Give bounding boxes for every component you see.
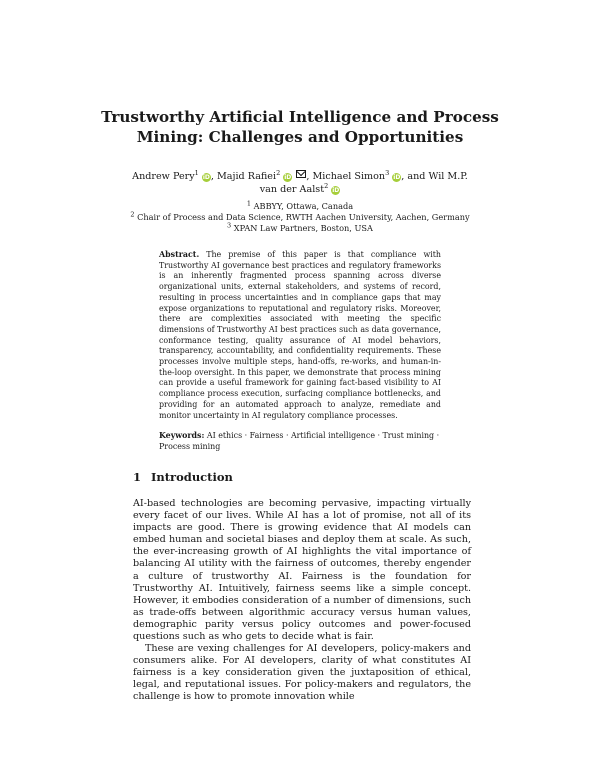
affiliation-line xyxy=(110,201,490,212)
body-paragraph: These are vexing challenges for AI developers, policy-makers and consumers alike. For AI developers, clarity of what constitutes AI fairness is a key consideration given the juxtaposition of ethical, legal, and reputational issues. For policy-makers and regulators, the challenge is how to promote innovation while xyxy=(133,643,471,703)
author-affiliation-mark: 1 xyxy=(194,168,199,177)
author-affiliation-mark: 3 xyxy=(385,168,390,177)
section-title: Introduction xyxy=(151,470,233,484)
keywords-text: AI ethics · Fairness · Artificial intelligence · Trust mining · Process mining xyxy=(159,431,440,451)
orcid-icon[interactable]: iD xyxy=(332,187,340,194)
affiliation-number: 3 xyxy=(227,221,232,230)
body-paragraph: AI-based technologies are becoming pervasive, impacting virtually every facet of our lives. While AI has a lot of promise, not all of its impacts are good. There is growing evidence that AI models can embed human and societal biases and deploy them at scale. As such, the ever-increasing growth of AI highlights the vital importance of balancing AI utility with the fairness of outcomes, thereby engender a culture of trustworthy AI. Fairness is the foundation for Trustworthy AI. Intuitively, fairness seems like a simple concept. However, it embodies consideration of a number of dimensions, such as trade-offs between algorithmic accuracy versus human values, demographic parity versus policy outcomes and power-focused questions such as who gets to decide what is fair. xyxy=(133,498,471,643)
keywords-label: Keywords: xyxy=(159,431,205,440)
paper-title: Trustworthy Artificial Intelligence and Process Mining: Challenges and Opportunities xyxy=(101,108,499,146)
affiliation-text: ABBYY, Ottawa, Canada xyxy=(253,201,354,211)
author-name: Andrew Pery xyxy=(132,171,195,182)
abstract xyxy=(159,250,441,421)
section-number: 1 xyxy=(133,470,142,484)
abstract-label: Abstract. xyxy=(159,250,200,259)
affiliation-text: XPAN Law Partners, Boston, USA xyxy=(233,223,373,233)
author-name: Michael Simon xyxy=(312,171,386,182)
abstract-text: The premise of this paper is that compliance with Trustworthy AI governance best practices and regulatory frameworks is an inherently fragmented process spanning across diverse organizational units, external stakeholders, and systems of record, resulting in process uncertainties and in compliance gaps that may expose organizations to reputational and regulatory risks. Moreover, there are complexities associated with meeting the specific dimensions of Trustworthy AI best practices such as data governance, conformance testing, quality assurance of AI model behaviors, transparency, accountability, and confidentiality requirements. These processes involve multiple steps, hand-offs, re-works, and human-in-the-loop oversight. In this paper, we demonstrate that process mining can provide a useful framework for gaining fact-based visibility to AI compliance process execution, surfacing compliance bottlenecks, and providing for an automated approach to analyze, remediate and monitor uncertainty in AI regulatory compliance processes. xyxy=(159,250,441,420)
affiliation-text: Chair of Process and Data Science, RWTH Aachen University, Aachen, Germany xyxy=(137,212,470,222)
orcid-icon[interactable]: iD xyxy=(202,174,210,181)
author-name: and Wil M.P. van der Aalst xyxy=(259,171,468,195)
affiliation-number: 1 xyxy=(246,199,252,208)
orcid-icon[interactable]: iD xyxy=(393,174,401,181)
author-list: Andrew Pery$^1$ iD, Majid Rafiei$^2$ iD , Michael Simon$^3$ iD, and Wil M.P. van der Aalst$^2$ iD xyxy=(132,168,468,195)
keywords xyxy=(159,431,441,452)
affiliation-line xyxy=(110,223,490,234)
author-affiliation-mark: 2 xyxy=(324,181,329,190)
envelope-icon[interactable] xyxy=(296,170,306,178)
author-name: Majid Rafiei xyxy=(216,171,277,182)
affiliation-line xyxy=(110,212,490,223)
affiliation-list xyxy=(110,201,490,234)
orcid-icon[interactable]: iD xyxy=(284,174,292,181)
section-heading xyxy=(133,470,473,484)
author-affiliation-mark: 2 xyxy=(276,168,281,177)
affiliation-number: 2 xyxy=(130,210,135,219)
